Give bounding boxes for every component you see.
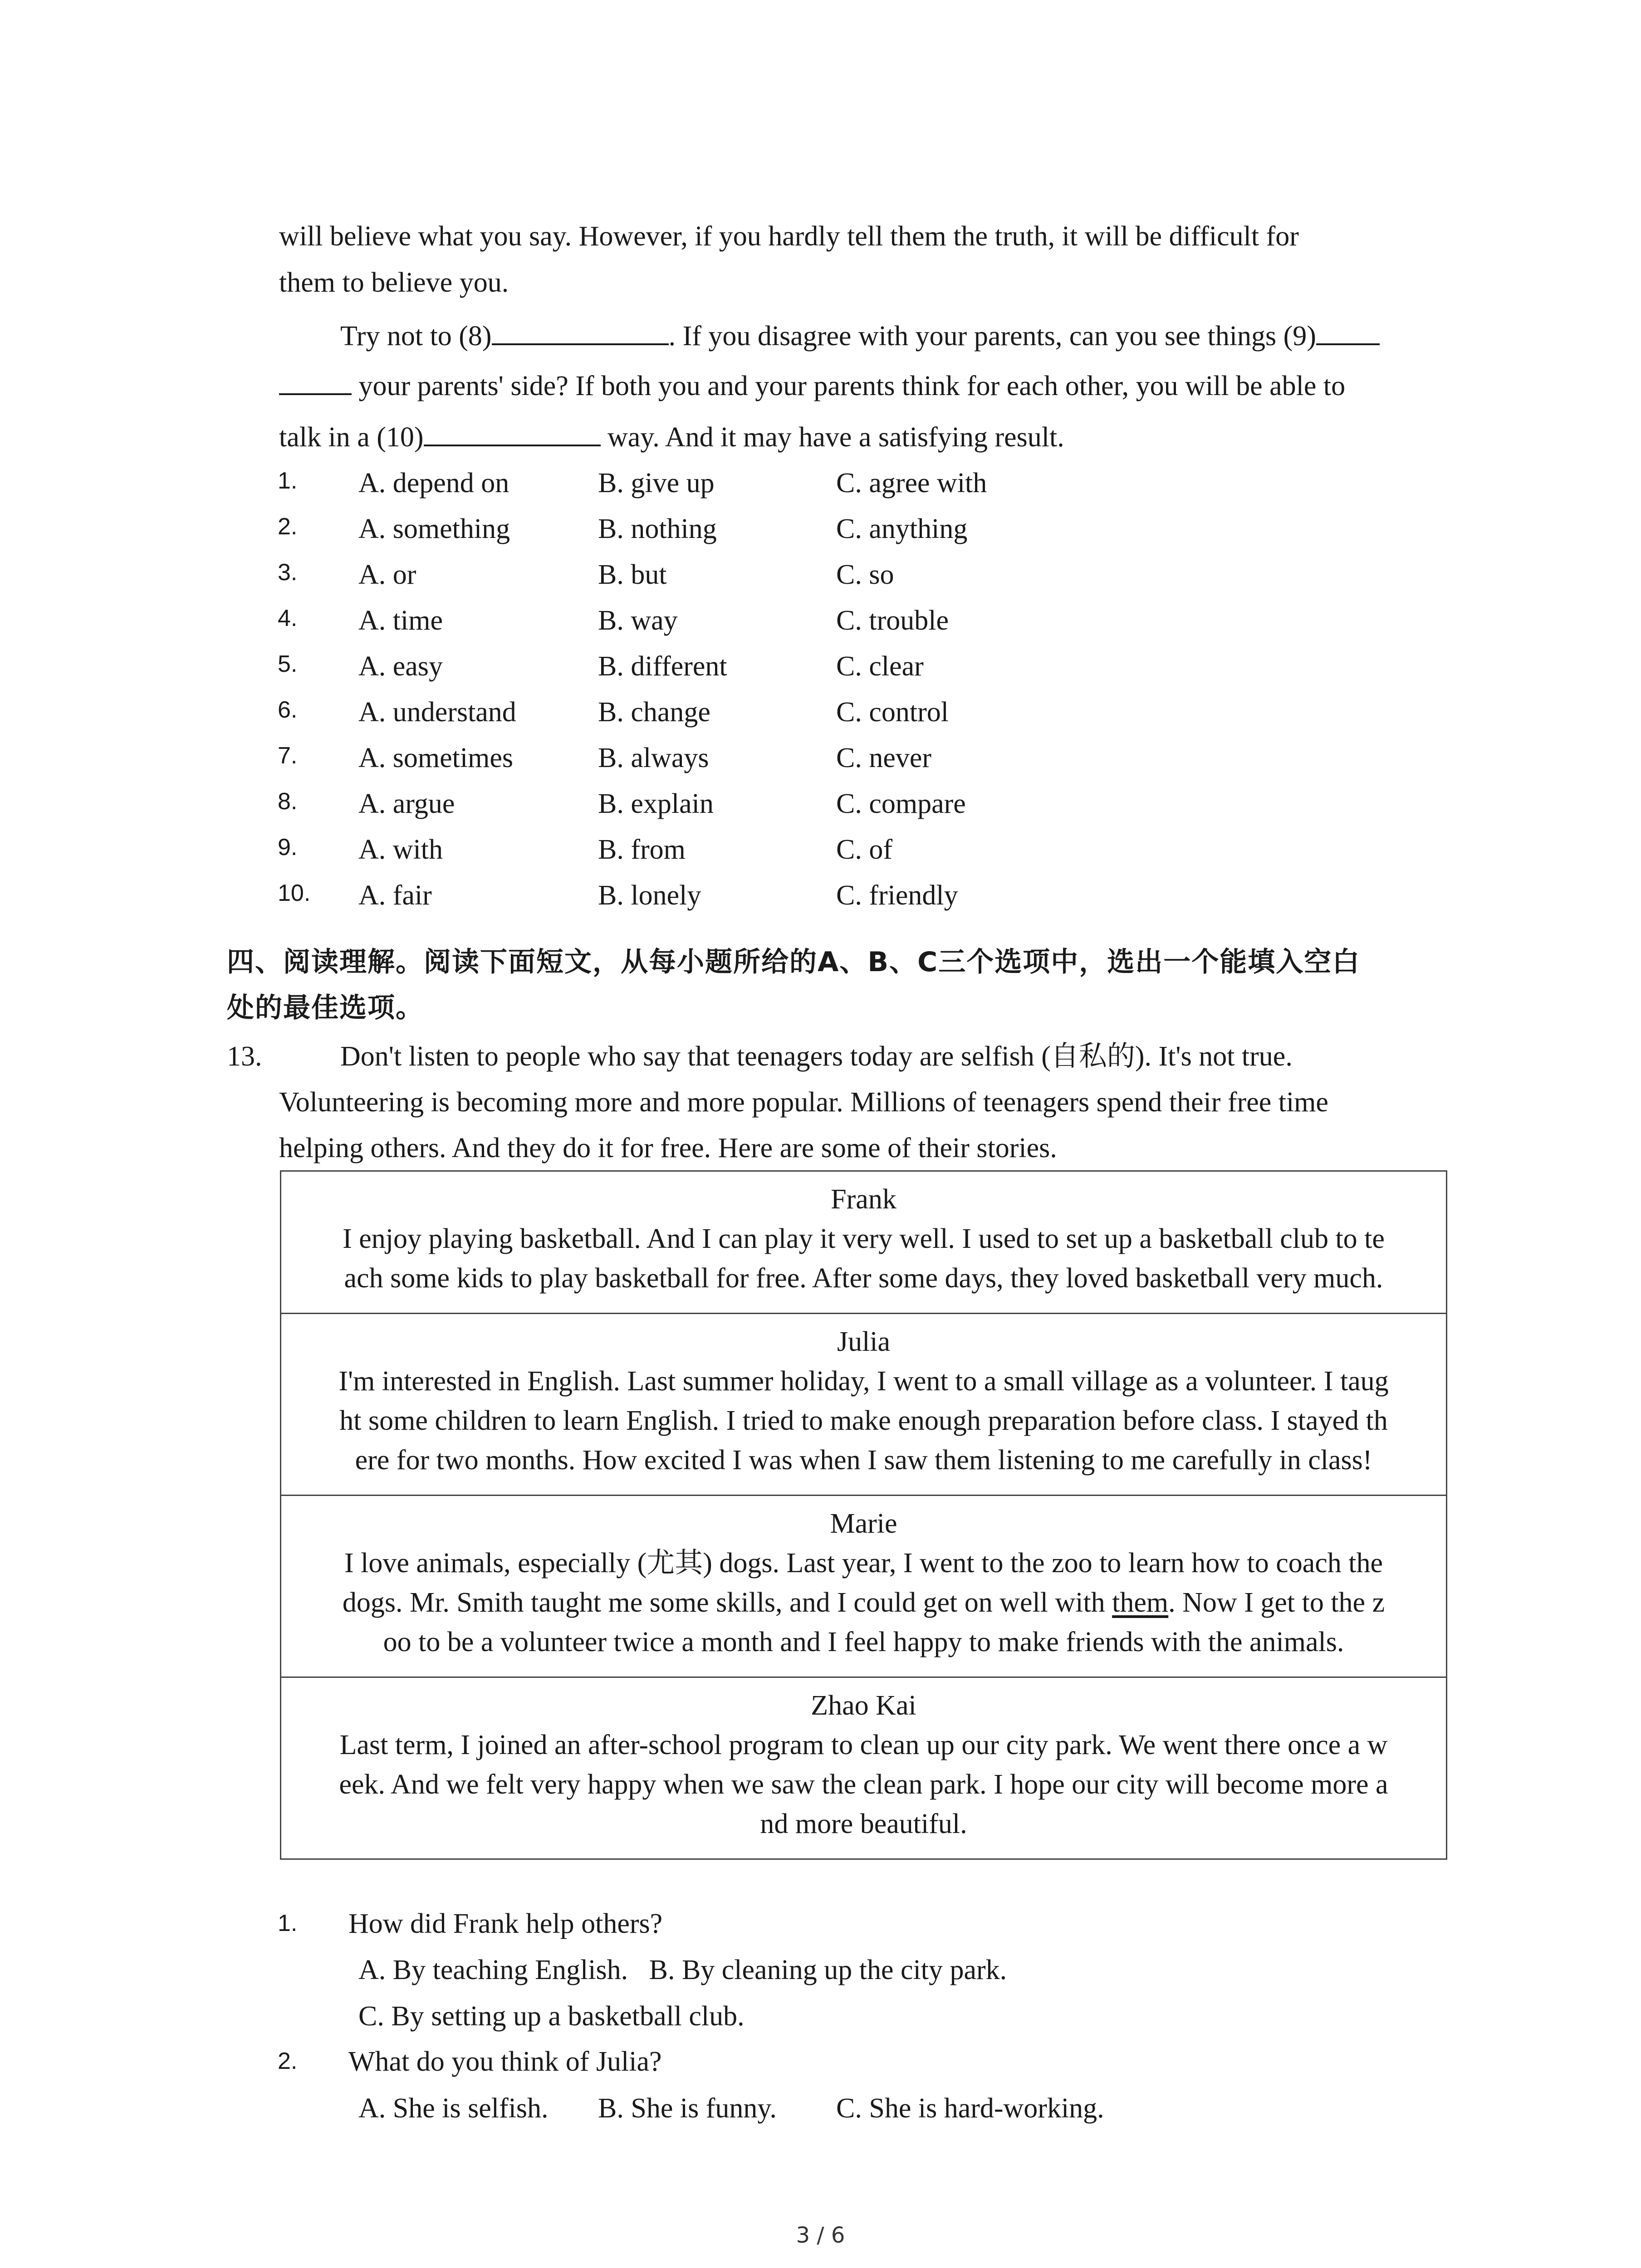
- passage-line-4: [279, 370, 1345, 400]
- story-row-frank: [281, 1171, 1447, 1314]
- option-c: C. She is hard-working.: [836, 2093, 1104, 2124]
- question-options: A. By teaching English. B. By cleaning up the city park.: [358, 1955, 1007, 1985]
- story-line-part: . Now I get to the z: [1168, 1587, 1385, 1618]
- option-b: B. give up: [598, 468, 715, 499]
- story-row-zhao-kai: [281, 1677, 1447, 1859]
- passage-line-3: [340, 320, 1380, 350]
- cloze-number: 4.: [278, 605, 298, 631]
- option-b: B. but: [598, 559, 667, 590]
- passage-line-2: them to believe you.: [279, 267, 509, 298]
- stories-table: [280, 1170, 1447, 1860]
- blank-10: [424, 421, 601, 446]
- blank-9-part1: [1316, 320, 1380, 345]
- story-name: Zhao Kai: [811, 1690, 916, 1721]
- passage-line-3b: . If you disagree with your parents, can you see things (9): [668, 321, 1316, 352]
- story-line: I love animals, especially (尤其) dogs. Last year, I went to the zoo to learn how to coach the: [344, 1548, 1383, 1579]
- story-name: Marie: [830, 1508, 897, 1539]
- story-row-julia: [281, 1314, 1447, 1496]
- option-a: A. depend on: [358, 468, 509, 499]
- question-text: How did Frank help others?: [348, 1908, 663, 1939]
- option-c: C. so: [836, 559, 894, 590]
- story-cell: [281, 1314, 1447, 1496]
- option-c: C. anything: [836, 513, 968, 544]
- passage-line-4-text: your parents' side? If both you and your parents think for each other, you will be able to: [352, 371, 1346, 401]
- passage-line-5b: way. And it may have a satisfying result.: [600, 422, 1064, 453]
- reading-intro-1: Don't listen to people who say that teenagers today are selfish (自私的). It's not true.: [340, 1041, 1293, 1072]
- story-line: I enjoy playing basketball. And I can play it very well. I used to set up a basketball club to te: [343, 1223, 1385, 1254]
- option-a: A. with: [358, 834, 443, 865]
- option-b: B. She is funny.: [598, 2093, 777, 2124]
- option-b: B. change: [598, 697, 710, 728]
- story-line: I'm interested in English. Last summer holiday, I went to a small village as a volunteer. I taug: [338, 1366, 1389, 1397]
- story-line: nd more beautiful.: [760, 1809, 967, 1839]
- blank-8: [492, 320, 669, 345]
- cloze-number: 5.: [278, 651, 298, 677]
- story-row-marie: [281, 1496, 1447, 1677]
- story-cell: [281, 1496, 1447, 1677]
- reading-intro-3: helping others. And they do it for free. Here are some of their stories.: [279, 1133, 1057, 1163]
- option-c: C. control: [836, 697, 949, 728]
- story-line: [292, 1583, 1435, 1623]
- passage-line-5a: talk in a (10): [279, 422, 424, 453]
- option-a: A. argue: [358, 788, 455, 819]
- option-b: B. lonely: [598, 880, 701, 911]
- story-line: oo to be a volunteer twice a month and I feel happy to make friends with the animals.: [383, 1627, 1344, 1657]
- cloze-number: 1.: [278, 468, 298, 494]
- question-number: 2.: [278, 2048, 298, 2074]
- option-a: A. sometimes: [358, 743, 513, 773]
- cloze-number: 2.: [278, 513, 298, 540]
- section-heading-line-1: 四、阅读理解。阅读下面短文，从每小题所给的A、B、C三个选项中，选出一个能填入空白: [227, 946, 1361, 978]
- option-b: B. different: [598, 651, 727, 682]
- story-cell: [281, 1677, 1447, 1859]
- story-line: ach some kids to play basketball for free. After some days, they loved basketball very much.: [344, 1263, 1383, 1294]
- option-a: A. She is selfish.: [358, 2093, 549, 2124]
- option-a: A. time: [358, 605, 443, 636]
- option-a: A. or: [358, 559, 416, 590]
- reading-intro-2: Volunteering is becoming more and more popular. Millions of teenagers spend their free time: [279, 1087, 1328, 1118]
- cloze-number: 3.: [278, 559, 298, 586]
- cloze-number: 6.: [278, 697, 298, 723]
- option-c: C. of: [836, 834, 892, 865]
- story-cell: [281, 1171, 1447, 1314]
- option-a: A. understand: [358, 697, 516, 728]
- cloze-number: 10.: [278, 880, 311, 906]
- option-b: B. explain: [598, 788, 714, 819]
- question-text: What do you think of Julia?: [348, 2046, 662, 2077]
- option-c: C. agree with: [836, 468, 987, 499]
- cloze-number: 7.: [278, 743, 298, 769]
- passage-line-5: [279, 421, 1064, 451]
- section-heading-line-2: 处的最佳选项。: [227, 992, 424, 1024]
- option-b: B. nothing: [598, 513, 717, 544]
- option-c: C. clear: [836, 651, 924, 682]
- blank-9-part2: [279, 370, 352, 395]
- option-c: C. friendly: [836, 880, 958, 911]
- option-a: A. fair: [358, 880, 432, 911]
- reading-number: 13.: [227, 1041, 262, 1072]
- option-b: B. always: [598, 743, 709, 773]
- passage-line-1: will believe what you say. However, if you hardly tell them the truth, it will be difficult for: [279, 221, 1299, 252]
- question-options: C. By setting up a basketball club.: [358, 2001, 745, 2032]
- question-number: 1.: [278, 1910, 298, 1936]
- page-number: 3 / 6: [796, 2223, 845, 2248]
- option-c: C. trouble: [836, 605, 949, 636]
- story-name: Frank: [831, 1184, 896, 1215]
- option-c: C. never: [836, 743, 932, 773]
- passage-line-3a: Try not to (8): [340, 321, 492, 352]
- story-line: ere for two months. How excited I was when I saw them listening to me carefully in class!: [355, 1445, 1372, 1476]
- story-line: Last term, I joined an after-school program to clean up our city park. We went there once a w: [339, 1730, 1388, 1760]
- option-b: B. from: [598, 834, 686, 865]
- cloze-number: 8.: [278, 788, 298, 815]
- underlined-word: them: [1112, 1587, 1169, 1618]
- story-line: eek. And we felt very happy when we saw the clean park. I hope our city will become more a: [339, 1769, 1388, 1800]
- story-line: ht some children to learn English. I tried to make enough preparation before class. I stayed th: [339, 1405, 1388, 1436]
- option-a: A. something: [358, 513, 510, 544]
- option-b: B. way: [598, 605, 678, 636]
- story-name: Julia: [837, 1326, 891, 1357]
- option-a: A. easy: [358, 651, 443, 682]
- cloze-number: 9.: [278, 834, 298, 860]
- option-c: C. compare: [836, 788, 966, 819]
- story-line-part: dogs. Mr. Smith taught me some skills, and I could get on well with: [342, 1587, 1112, 1618]
